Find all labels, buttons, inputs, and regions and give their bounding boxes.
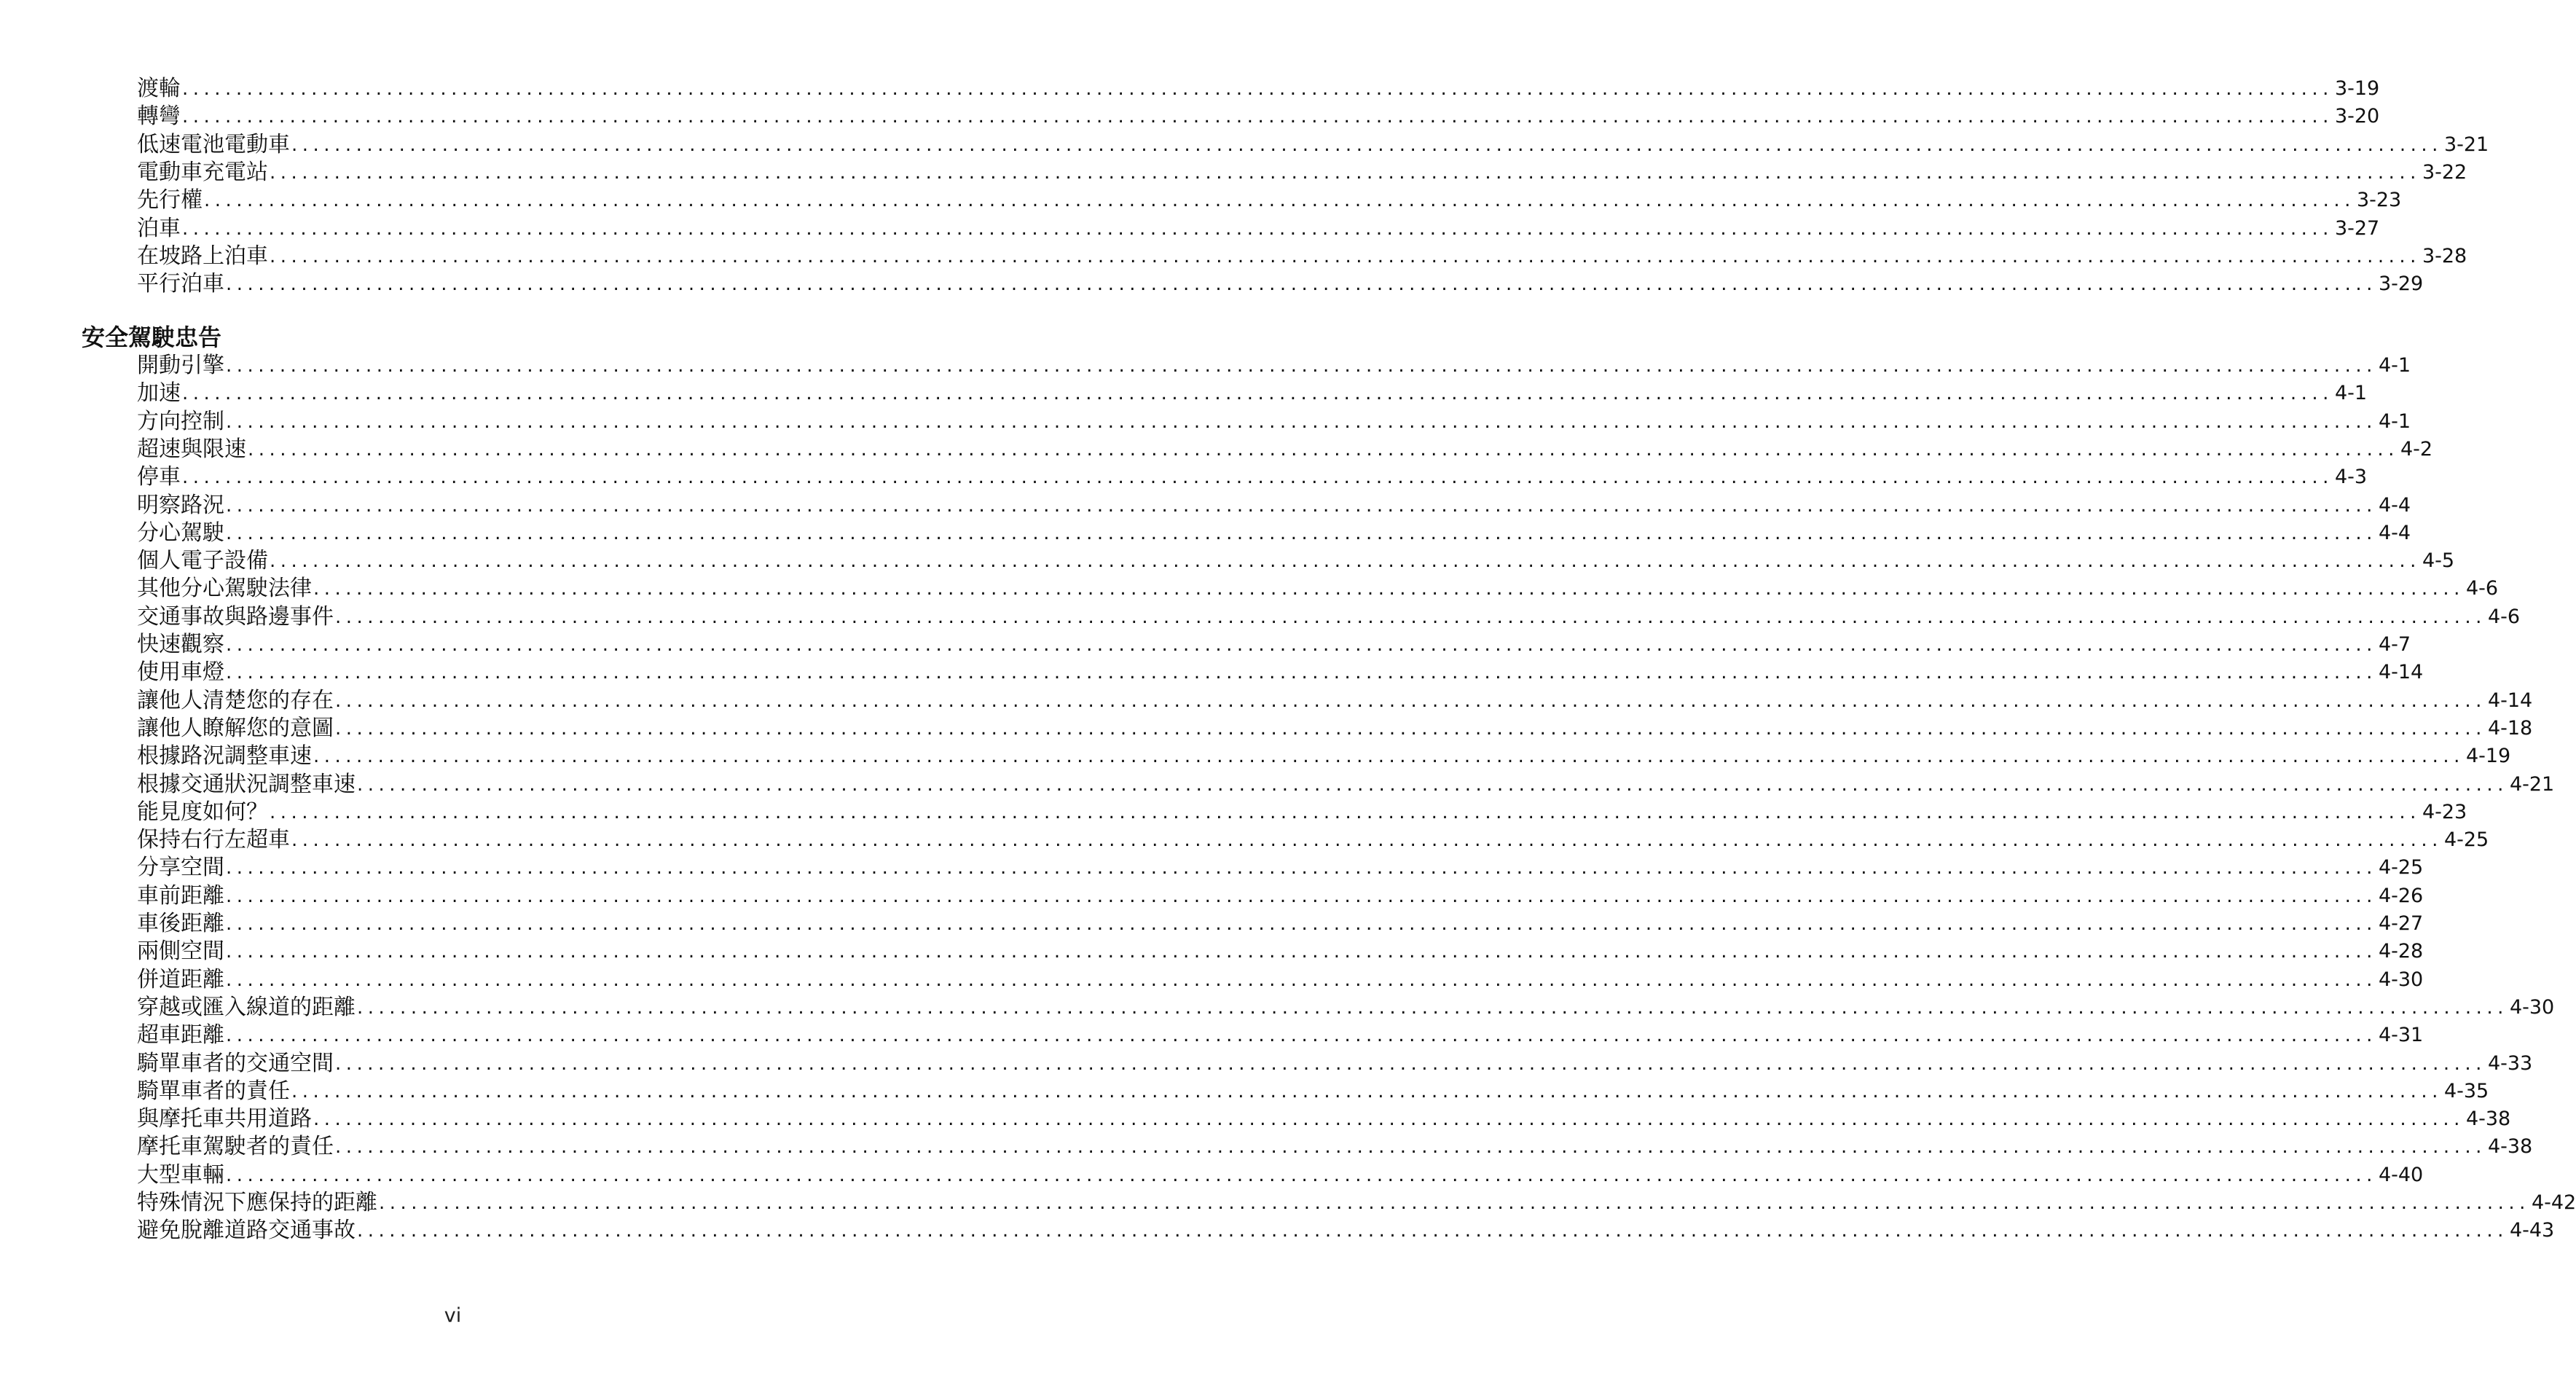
- toc-entry: [137, 1189, 2576, 1217]
- toc-entry-page: 4-23: [2422, 800, 2467, 823]
- toc-entry-title: 摩托車駕駛者的責任: [137, 1134, 334, 1160]
- dot-leader: ........................................................................................................................................................................................................: [291, 829, 2443, 852]
- dot-leader: ........................................................................................................................................................................................................: [270, 550, 2421, 573]
- toc-entry: [137, 826, 2489, 854]
- dot-leader: ........................................................................................................................................................................................................: [270, 801, 2421, 823]
- toc-entry: [137, 1022, 2424, 1049]
- toc-entry-page: 4-21: [2509, 772, 2555, 796]
- toc-entry: [137, 352, 2411, 380]
- toc-entry-title: 停車: [137, 464, 181, 490]
- toc-entry-title: 車前距離: [137, 882, 224, 909]
- toc-entry: [137, 187, 2402, 214]
- toc-entry: [137, 159, 2467, 187]
- toc-entry-page: 3-29: [2378, 273, 2424, 296]
- toc-entry-page: 4-6: [2487, 605, 2521, 628]
- toc-entry-title: 避免脫離道路交通事故: [137, 1218, 356, 1244]
- dot-leader: ........................................................................................................................................................................................................: [182, 383, 2333, 405]
- toc-entry-title: 電動車充電站: [137, 159, 268, 185]
- dot-leader: ........................................................................................................................................................................................................: [291, 133, 2443, 156]
- dot-leader: ........................................................................................................................................................................................................: [226, 857, 2377, 879]
- toc-entry-title: 在坡路上泊車: [137, 243, 268, 269]
- toc-entry-page: 4-6: [2465, 577, 2499, 600]
- toc-entry-page: 4-25: [2443, 828, 2489, 852]
- toc-entry-title: 明察路況: [137, 492, 224, 518]
- toc-entry-page: 4-30: [2378, 968, 2424, 991]
- toc-entry-title: 保持右行左超車: [137, 827, 290, 853]
- toc-entry-page: 3-20: [2334, 105, 2380, 128]
- toc-entry: [137, 603, 2521, 631]
- toc-entry-title: 根據交通狀況調整車速: [137, 771, 356, 797]
- dot-leader: ........................................................................................................................................................................................................: [226, 494, 2377, 517]
- toc-entry-title: 先行權: [137, 187, 203, 213]
- toc-entry-page: 4-4: [2378, 521, 2411, 544]
- toc-entry-page: 4-1: [2378, 354, 2411, 377]
- toc-entry: [137, 270, 2424, 298]
- toc-entry: [137, 1161, 2424, 1189]
- toc-entry-page: 4-18: [2487, 716, 2533, 740]
- toc-entry: [137, 243, 2467, 270]
- dot-leader: ........................................................................................................................................................................................................: [226, 662, 2377, 684]
- toc-entry: [137, 687, 2533, 715]
- dot-leader: ........................................................................................................................................................................................................: [226, 913, 2377, 935]
- dot-leader: ........................................................................................................................................................................................................: [313, 1108, 2465, 1131]
- dot-leader: ........................................................................................................................................................................................................: [226, 634, 2377, 656]
- toc-entry: [137, 1105, 2511, 1133]
- toc-entry-page: 4-1: [2378, 409, 2411, 433]
- toc-entry-title: 快速觀察: [137, 632, 224, 657]
- toc-entry: [137, 1050, 2533, 1078]
- toc-entry-title: 騎單車者的責任: [137, 1078, 290, 1104]
- toc-entry: [137, 631, 2411, 659]
- toc-entry: [137, 380, 2368, 407]
- toc-entry: [137, 854, 2424, 882]
- dot-leader: ........................................................................................................................................................................................................: [226, 355, 2377, 377]
- toc-entry: [137, 131, 2489, 159]
- toc-entry-title: 併道距離: [137, 966, 224, 992]
- dot-leader: ........................................................................................................................................................................................................: [313, 578, 2465, 600]
- toc-entry: [137, 520, 2411, 547]
- toc-entry-page: 3-21: [2443, 133, 2489, 156]
- toc-entry-title: 車後距離: [137, 911, 224, 936]
- toc-entry: [137, 966, 2424, 994]
- toc-entry-title: 個人電子設備: [137, 548, 268, 574]
- dot-leader: ........................................................................................................................................................................................................: [226, 1024, 2377, 1047]
- toc-entry: [137, 436, 2433, 463]
- toc-entry-title: 其他分心駕駛法律: [137, 576, 312, 602]
- toc-entry-page: 4-30: [2509, 995, 2555, 1019]
- toc-entry-title: 特殊情況下應保持的距離: [137, 1190, 377, 1215]
- dot-leader: ........................................................................................................................................................................................................: [226, 410, 2377, 433]
- toc-entry: [137, 938, 2424, 965]
- toc-entry-page: 4-5: [2422, 549, 2455, 573]
- dot-leader: ........................................................................................................................................................................................................: [182, 106, 2333, 128]
- toc-entry-title: 方向控制: [137, 408, 224, 434]
- toc-entry: [137, 715, 2533, 742]
- toc-entry-title: 兩側空間: [137, 938, 224, 965]
- toc-entry-page: 4-28: [2378, 940, 2424, 963]
- toc-entry-title: 平行泊車: [137, 271, 224, 297]
- dot-leader: ........................................................................................................................................................................................................: [313, 745, 2465, 768]
- toc-entry-page: 3-23: [2356, 189, 2402, 212]
- dot-leader: ........................................................................................................................................................................................................: [226, 1164, 2377, 1186]
- toc-entry-title: 加速: [137, 380, 181, 407]
- toc-entry-page: 4-25: [2378, 856, 2424, 879]
- toc-entry-title: 能見度如何？: [137, 799, 268, 825]
- toc-entry-page: 4-19: [2465, 745, 2511, 768]
- dot-leader: ........................................................................................................................................................................................................: [226, 941, 2377, 963]
- toc-entry-title: 使用車燈: [137, 659, 224, 686]
- dot-leader: ........................................................................................................................................................................................................: [270, 245, 2421, 267]
- dot-leader: ........................................................................................................................................................................................................: [335, 1136, 2486, 1159]
- dot-leader: ........................................................................................................................................................................................................: [226, 968, 2377, 991]
- dot-leader: ........................................................................................................................................................................................................: [270, 161, 2421, 184]
- dot-leader: ........................................................................................................................................................................................................: [226, 273, 2377, 296]
- toc-entry-page: 4-31: [2378, 1024, 2424, 1047]
- dot-leader: ........................................................................................................................................................................................................: [182, 466, 2333, 489]
- toc-entry-title: 泊車: [137, 215, 181, 241]
- toc-entry: [137, 1078, 2489, 1105]
- toc-entry-page: 3-27: [2334, 216, 2380, 240]
- toc-entry: [137, 492, 2411, 520]
- toc-entry-page: 4-26: [2378, 884, 2424, 907]
- toc-entry-page: 4-38: [2465, 1108, 2511, 1131]
- toc-entry-page: 4-7: [2378, 633, 2411, 656]
- page-number: vi: [444, 1304, 462, 1327]
- dot-leader: ........................................................................................................................................................................................................: [291, 1080, 2443, 1102]
- toc-entry-title: 分心駕駛: [137, 520, 224, 546]
- toc-entry-page: 4-38: [2487, 1135, 2533, 1159]
- dot-leader: ........................................................................................................................................................................................................: [357, 1220, 2508, 1242]
- toc-entry-title: 超速與限速: [137, 436, 246, 462]
- toc-entry: [137, 547, 2455, 575]
- dot-leader: ........................................................................................................................................................................................................: [357, 996, 2508, 1019]
- toc-entry-page: 3-28: [2422, 244, 2467, 267]
- toc-entry: [137, 742, 2511, 770]
- dot-leader: ........................................................................................................................................................................................................: [226, 522, 2377, 544]
- toc-entry: [137, 659, 2424, 686]
- dot-leader: ........................................................................................................................................................................................................: [248, 438, 2399, 461]
- toc-entry: [137, 75, 2380, 103]
- toc-entry-page: 3-22: [2422, 160, 2467, 184]
- toc-entry: [137, 771, 2555, 799]
- toc-entry-title: 讓他人清楚您的存在: [137, 687, 334, 713]
- toc-entry-title: 大型車輛: [137, 1161, 224, 1188]
- toc-entry-title: 讓他人瞭解您的意圖: [137, 715, 334, 741]
- dot-leader: ........................................................................................................................................................................................................: [357, 773, 2508, 796]
- toc-entry-page: 4-4: [2378, 493, 2411, 517]
- toc-entry: [137, 799, 2467, 826]
- dot-leader: ........................................................................................................................................................................................................: [204, 189, 2355, 212]
- toc-entry-title: 渡輪: [137, 76, 181, 101]
- toc-entry-page: 4-14: [2378, 661, 2424, 684]
- toc-entry: [137, 1217, 2555, 1245]
- toc-entry: [137, 103, 2380, 130]
- toc-entry-page: 4-27: [2378, 912, 2424, 935]
- toc-entry-title: 穿越或匯入線道的距離: [137, 994, 356, 1020]
- toc-entry: [137, 575, 2499, 603]
- dot-leader: ........................................................................................................................................................................................................: [335, 1052, 2486, 1075]
- dot-leader: ........................................................................................................................................................................................................: [379, 1192, 2530, 1214]
- toc-entry-title: 分享空間: [137, 855, 224, 881]
- toc-entry: [137, 1133, 2533, 1161]
- toc-entry-title: 交通事故與路邊事件: [137, 603, 334, 630]
- toc-entry: [137, 882, 2424, 910]
- toc-entry-title: 開動引擎: [137, 353, 224, 378]
- dot-leader: ........................................................................................................................................................................................................: [182, 217, 2333, 240]
- dot-leader: ........................................................................................................................................................................................................: [335, 717, 2486, 740]
- dot-leader: ........................................................................................................................................................................................................: [335, 606, 2486, 628]
- toc-entry-page: 4-42: [2531, 1191, 2576, 1214]
- toc-entry-page: 4-1: [2334, 382, 2368, 405]
- toc-entry-page: 4-2: [2400, 437, 2433, 461]
- section-heading: 安全駕駛忠告: [82, 324, 222, 351]
- dot-leader: ........................................................................................................................................................................................................: [182, 78, 2333, 100]
- toc-entry-page: 4-14: [2487, 689, 2533, 712]
- toc-entry: [137, 215, 2380, 243]
- toc-entry-page: 4-43: [2509, 1219, 2555, 1242]
- toc-entry-title: 轉彎: [137, 103, 181, 130]
- toc-entry-page: 4-40: [2378, 1163, 2424, 1186]
- dot-leader: ........................................................................................................................................................................................................: [226, 885, 2377, 907]
- toc-entry-title: 騎單車者的交通空間: [137, 1050, 334, 1076]
- toc-entry-page: 4-33: [2487, 1051, 2533, 1075]
- toc-entry-page: 3-19: [2334, 77, 2380, 100]
- toc-entry: [137, 910, 2424, 938]
- toc-entry-title: 超車距離: [137, 1022, 224, 1049]
- dot-leader: ........................................................................................................................................................................................................: [335, 689, 2486, 712]
- toc-entry-page: 4-35: [2443, 1079, 2489, 1102]
- toc-entry: [137, 994, 2555, 1022]
- toc-entry: [137, 408, 2411, 436]
- toc-entry-page: 4-3: [2334, 466, 2368, 489]
- toc-entry: [137, 463, 2368, 491]
- toc-entry-title: 與摩托車共用道路: [137, 1106, 312, 1132]
- toc-entry-title: 低速電池電動車: [137, 131, 290, 157]
- toc-entry-title: 根據路況調整車速: [137, 743, 312, 769]
